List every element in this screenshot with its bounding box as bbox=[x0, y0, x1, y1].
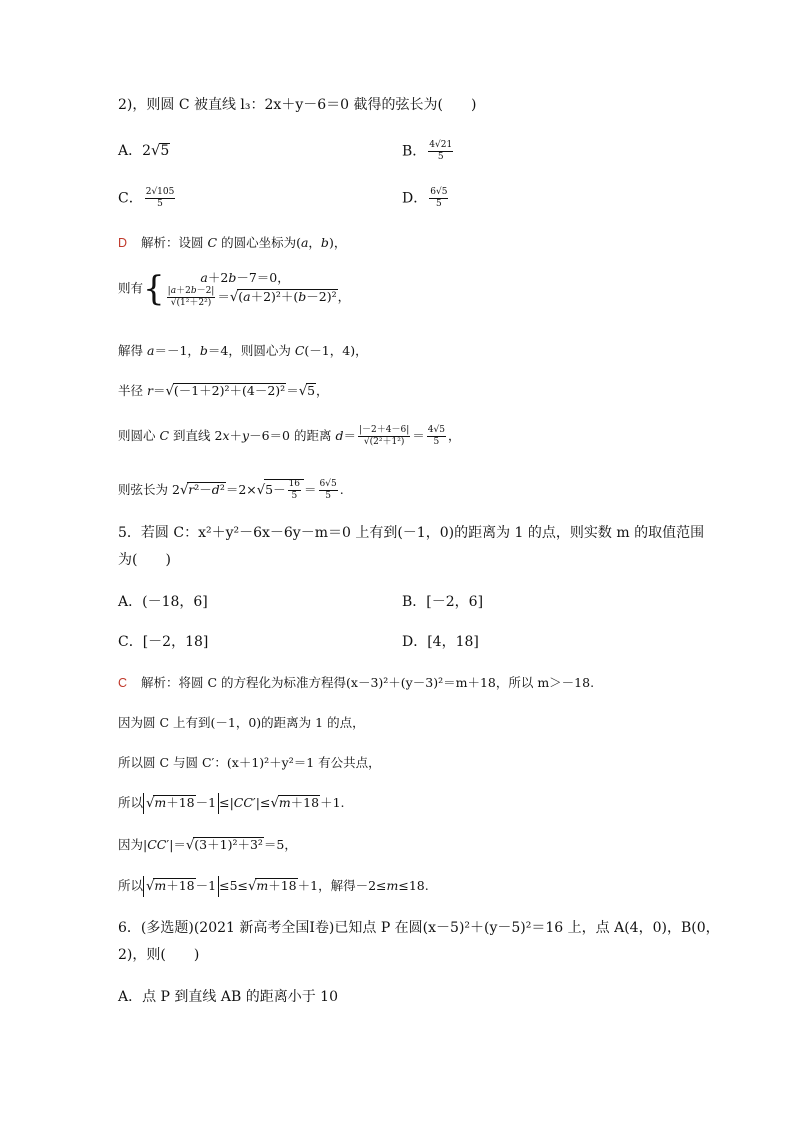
q5-solution-line-6: 所以 √m＋18－1 ≤5≤√m＋18＋1，解得－2≤m≤18. bbox=[118, 876, 429, 897]
q6-stem-line-2: 2)，则( ) bbox=[118, 947, 200, 963]
q4-equation-2: $\frac{|a+2b-2|}{\text{√(1²＋2²)}}$ ＝√(a＋2)²＋(b－2)²， bbox=[167, 285, 351, 308]
q5-solution-line-3: 所以圆 C 与圆 C′：(x＋1)²＋y²＝1 有公共点， bbox=[118, 755, 381, 770]
q4-option-b: B． $\frac{4√21}{5}$ bbox=[402, 140, 453, 162]
q4-option-c: C． $\frac{2√105}{5}$ bbox=[118, 187, 175, 209]
q5-option-a: A．(－18，6] bbox=[118, 594, 208, 610]
q5-solution-line-4: 所以 √m＋18－1 ≤|CC′|≤√m＋18＋1. bbox=[118, 793, 345, 814]
q4-option-d: D． $\frac{6√5}{5}$ bbox=[402, 187, 448, 209]
q4-answer: D bbox=[118, 236, 128, 250]
q5-solution-line-5: 因为|CC′|＝√(3＋1)²＋3²＝5， bbox=[118, 837, 297, 853]
q4-option-a: A．2√5 bbox=[118, 142, 170, 159]
q4-option-d-value: $\frac{6√5}{5}$ bbox=[430, 187, 448, 209]
q5-solution-line-2: 因为圆 C 上有到(－1，0)的距离为 1 的点， bbox=[118, 715, 365, 730]
q4-solution-line-5: 则圆心 C 到直线 2x＋y－6＝0 的距离 d＝ $\frac{|-2+4-6|}{\text{√(2²＋1²)}}$ ＝ $\frac{4√5}{5}$ ， bbox=[118, 425, 461, 447]
q5-option-b: B．[－2，6] bbox=[402, 594, 484, 610]
q4-stem: 2)，则圆 C 被直线 l₃：2x＋y－6＝0 截得的弦长为( ) bbox=[118, 97, 477, 113]
q5-stem-line-1: 5．若圆 C：x²＋y²－6x－6y－m＝0 上有到(－1，0)的距离为 1 的点，则实数 m 的取值范围 bbox=[118, 525, 705, 541]
q4-equation-1: a＋2b－7＝0， bbox=[200, 270, 290, 285]
q5-answer: C bbox=[118, 676, 128, 690]
q6-option-a: A．点 P 到直线 AB 的距离小于 10 bbox=[118, 989, 338, 1005]
q4-solution-line-1: D 解析：设圆 C 的圆心坐标为(a，b)， bbox=[118, 235, 347, 250]
q4-option-b-value: $\frac{4√21}{5}$ bbox=[429, 140, 453, 162]
q5-option-d: D．[4，18] bbox=[402, 634, 479, 650]
q4-solution-line-4: 半径 r＝√(－1＋2)²＋(4－2)²＝√5， bbox=[118, 383, 329, 399]
q4-solution-line-6: 则弦长为 2√r²－d²＝2×√5－ $\frac{16}{5}$ ＝ $\frac{6√5}{5}$ . bbox=[118, 479, 344, 501]
q5-solution-line-1: C 解析：将圆 C 的方程化为标准方程得(x－3)²＋(y－3)²＝m＋18，所以 m＞－18. bbox=[118, 675, 595, 690]
q4-solution-line-2: 则有{ a＋2b－7＝0， $\frac{|a+2b-2|}{\text{√(1²＋2²)}}$ ＝√(a＋2)²＋(b－2)²， bbox=[118, 268, 351, 309]
q5-option-c: C．[－2，18] bbox=[118, 634, 209, 650]
q6-stem-line-1: 6．(多选题)(2021 新高考全国Ⅰ卷)已知点 P 在圆(x－5)²＋(y－5)²＝16 上，点 A(4，0)，B(0， bbox=[118, 920, 720, 936]
q4-option-c-value: $\frac{2√105}{5}$ bbox=[145, 187, 175, 209]
q4-option-a-value: 2√5 bbox=[142, 142, 170, 159]
q5-stem-line-2: 为( ) bbox=[118, 552, 171, 568]
q4-solution-line-3: 解得 a＝－1，b＝4，则圆心为 C(－1，4)， bbox=[118, 343, 368, 358]
